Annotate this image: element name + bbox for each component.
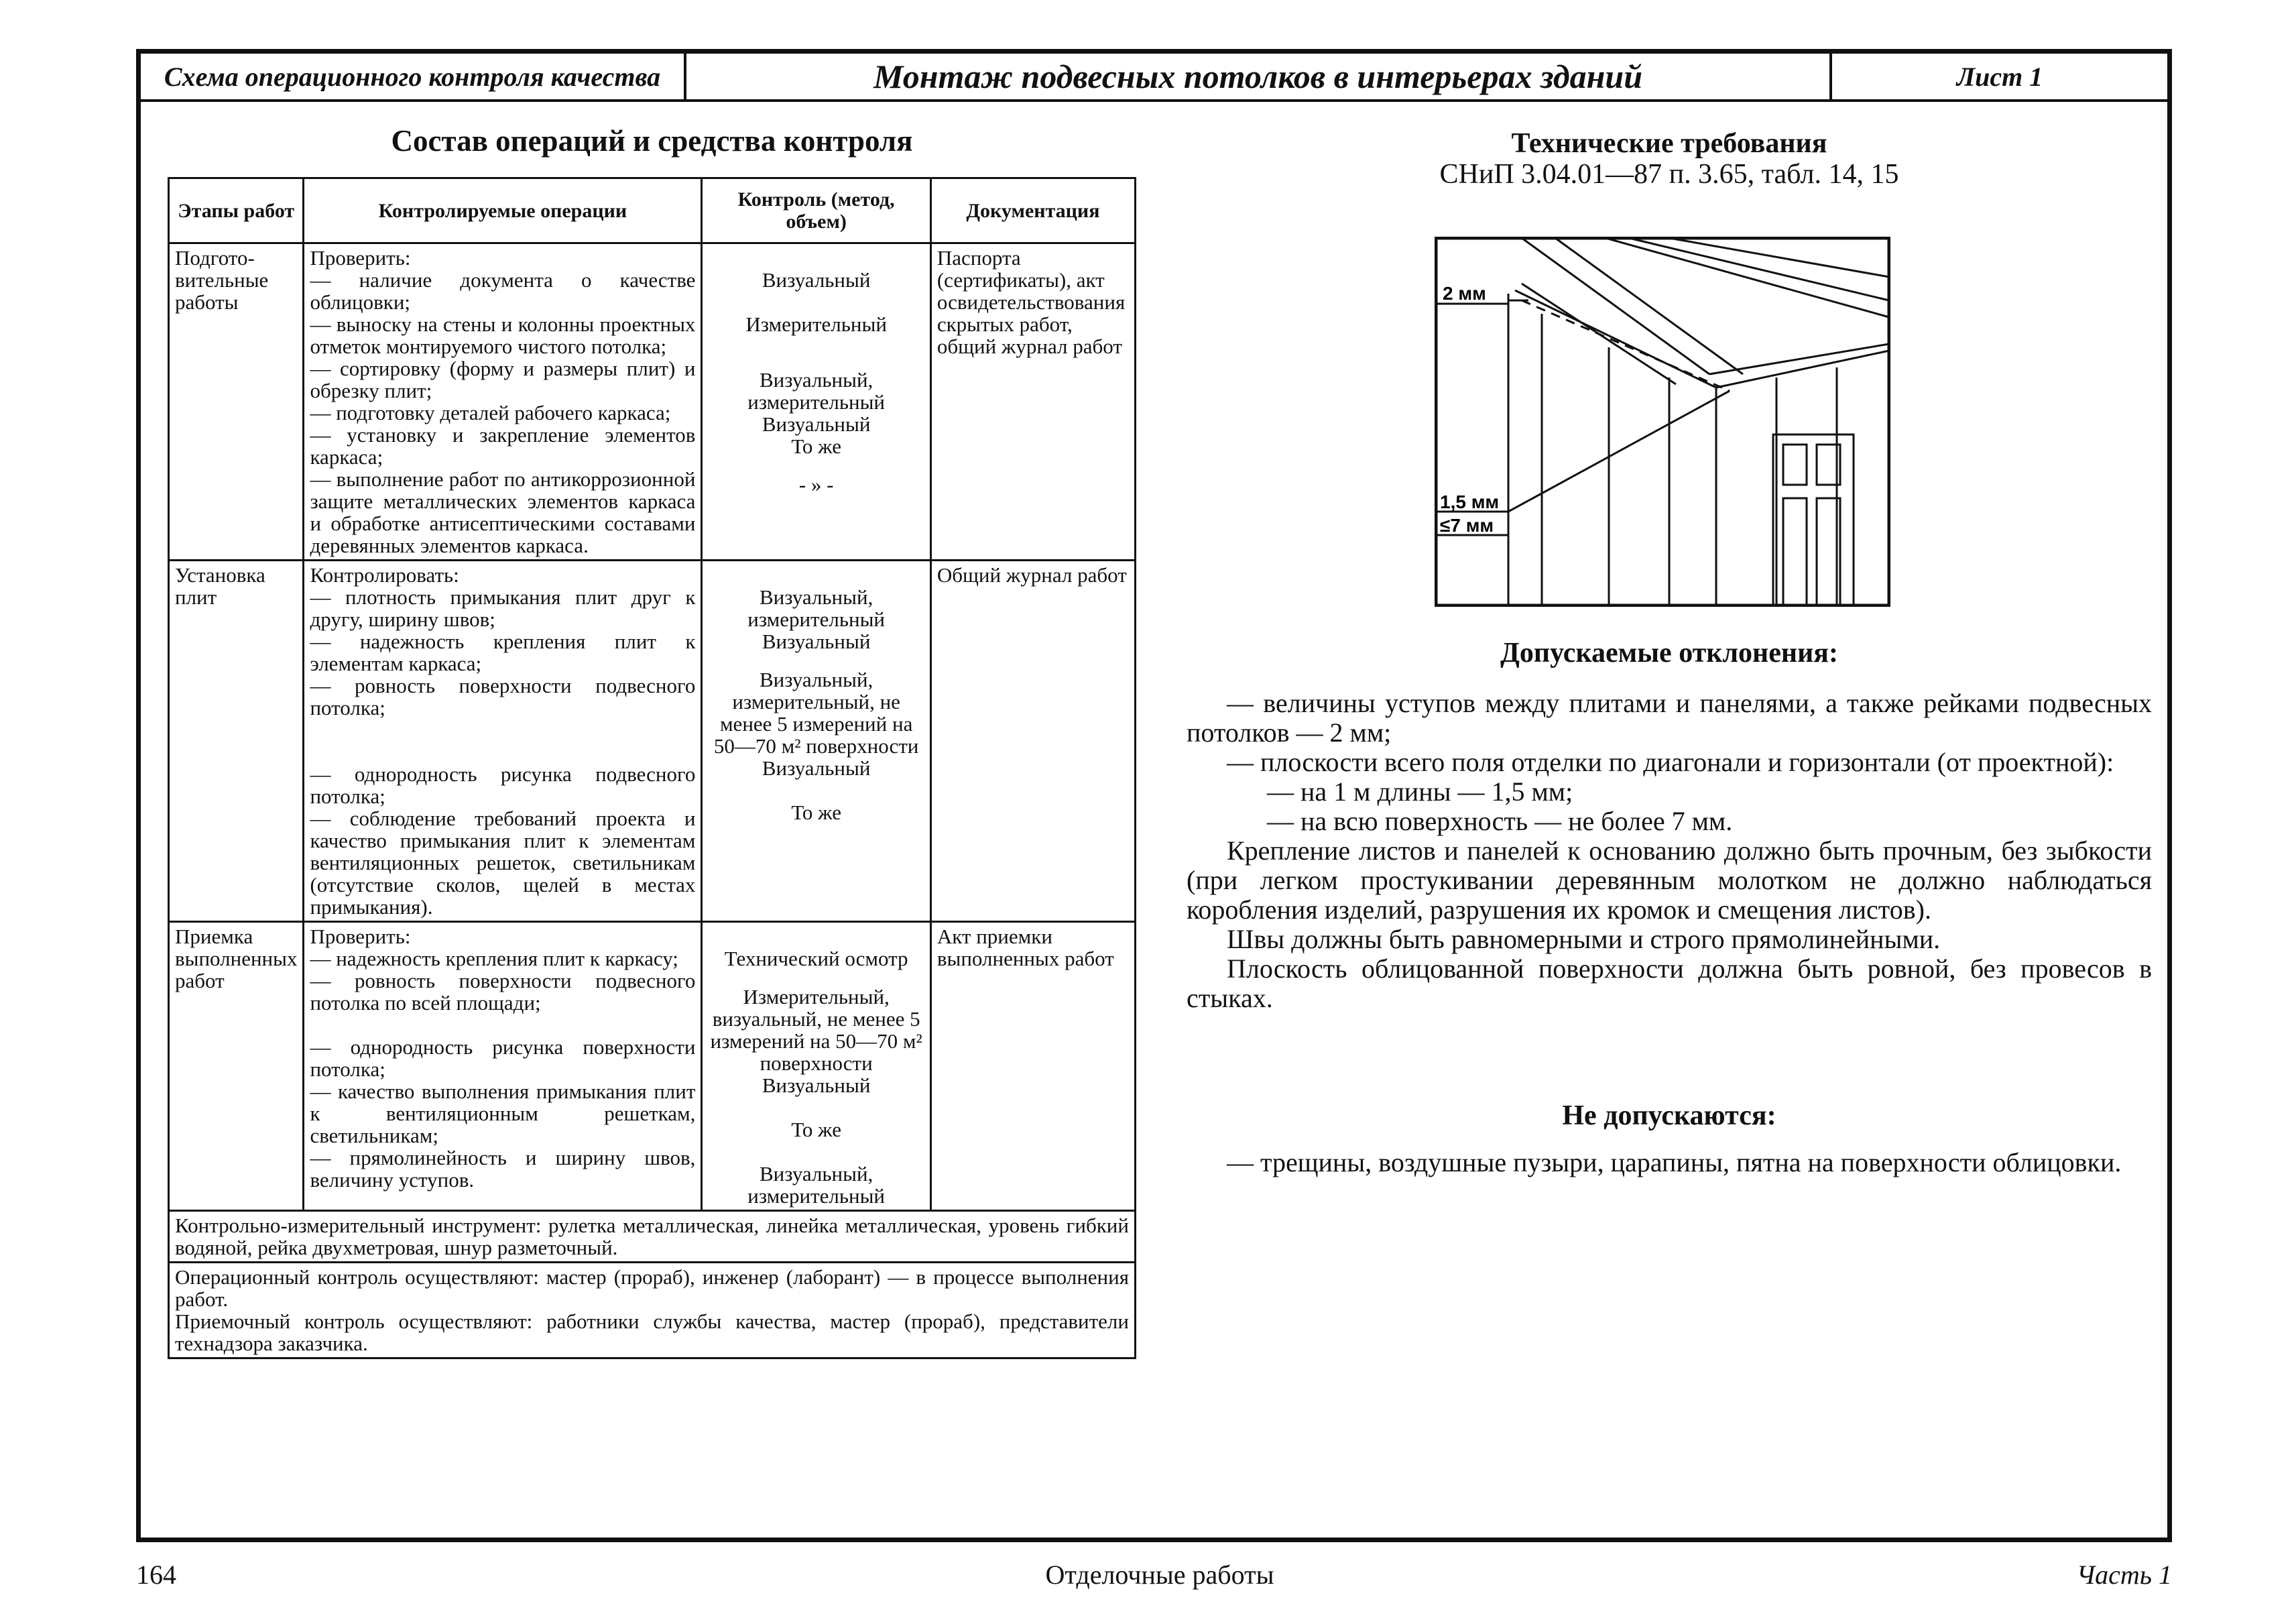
col-header-documentation: Документация — [930, 178, 1135, 243]
operation-line: Проверить: — [310, 925, 411, 948]
operation-line: — выполнение работ по антикоррозионной защите металлических элементов каркаса и обработке антисептическими составами деревянных элементов каркаса. — [310, 467, 696, 557]
operation-line: — установку и закрепление элементов каркаса; — [310, 423, 696, 469]
page-number: 164 — [136, 1560, 176, 1590]
diagram-border — [1436, 238, 1889, 605]
table-row — [169, 243, 1136, 561]
tech-requirements-reference: СНиП 3.04.01—87 п. 3.65, табл. 14, 15 — [1439, 159, 1899, 190]
control-line: Визуальный — [762, 412, 871, 436]
not-allowed-text — [1187, 1148, 2152, 1177]
acceptance-control-note: Приемочный контроль осуществляют: работники службы качества, мастер (прораб), представители технадзора заказчика. — [175, 1310, 1129, 1355]
operation-line: Контролировать: — [310, 563, 459, 587]
deviations-title: Допускаемые отклонения: — [1500, 638, 1838, 669]
control-line: Визуальный, измерительный, не менее 5 измерений на 50—70 м² поверхности — [713, 668, 919, 758]
operation-line: — плотность примыкания плит друг к другу, ширину швов; — [310, 585, 696, 631]
operation-line: — сортировку (форму и размеры плит) и обрезку плит; — [310, 357, 696, 402]
footer-section: Отделочные работы — [1045, 1560, 1274, 1590]
operations-cell — [304, 561, 702, 922]
requirement-paragraph: Швы должны быть равномерными и строго прямолинейными. — [1227, 924, 1941, 954]
control-cell — [702, 243, 930, 561]
col-header-control: Контроль (метод, объем) — [702, 178, 930, 243]
operation-line: — надежность крепления плит к элементам каркаса; — [310, 630, 696, 675]
control-line: То же — [791, 1118, 841, 1141]
stage-cell: Подгото-вительные работы — [169, 243, 304, 561]
control-responsibility-cell — [169, 1263, 1136, 1358]
operation-line: — прямолинейность и ширину швов, величину уступов. — [310, 1146, 696, 1192]
control-line: То же — [791, 434, 841, 458]
operational-control-note: Операционный контроль осуществляют: мастер (прораб), инженер (лаборант) — в процессе выполнения работ. — [175, 1265, 1129, 1311]
requirement-paragraph: Плоскость облицованной поверхности должна быть ровной, без провесов в стыках. — [1187, 953, 2152, 1013]
label-max-7mm: ≤7 мм — [1440, 515, 1494, 536]
operations-cell — [304, 243, 702, 561]
label-2mm: 2 мм — [1443, 283, 1486, 304]
operation-line: — однородность рисунка подвесного потолка; — [310, 762, 696, 808]
header-title: Монтаж подвесных потолков в интерьерах зданий — [686, 54, 1832, 99]
control-cell — [702, 922, 930, 1211]
page-frame — [136, 49, 2172, 1542]
operations-cell — [304, 922, 702, 1211]
header-scheme-label: Схема операционного контроля качества — [141, 54, 686, 99]
control-line: - » - — [798, 473, 834, 496]
table-row — [169, 561, 1136, 922]
control-cell — [702, 561, 930, 922]
control-line: Визуальный — [762, 268, 871, 292]
control-line: Измерительный — [745, 312, 887, 336]
not-allowed-item: — трещины, воздушные пузыри, царапины, пятна на поверхности облицовки. — [1227, 1147, 2122, 1177]
control-line — [708, 564, 924, 586]
control-line: Визуальный, измерительный — [747, 585, 886, 631]
deviation-item: — плоскости всего поля отделки по диагонали и горизонтали (от проектной): — [1227, 747, 2114, 777]
documentation-cell: Акт приемки выполненных работ — [930, 922, 1135, 1211]
operation-line: — качество выполнения примыкания плит к вентиляционным решеткам, светильникам; — [310, 1080, 696, 1147]
operation-line: — ровность поверхности подвесного потолка; — [310, 674, 696, 719]
stage-cell: Приемка выполненных работ — [169, 922, 304, 1211]
deviation-item: — величины уступов между плитами и панелями, а также рейками подвесных потолков — 2 мм; — [1187, 688, 2152, 748]
operation-line: — наличие документа о качестве облицовки; — [310, 268, 696, 314]
footer-part: Часть 1 — [2076, 1560, 2172, 1590]
operation-line: — однородность рисунка поверхности потолка; — [310, 1035, 696, 1081]
header-sheet-number: Лист 1 — [1956, 61, 2043, 92]
operation-line: Проверить: — [310, 246, 411, 270]
operations-table — [168, 177, 1136, 1359]
col-header-stage: Этапы работ — [169, 178, 304, 243]
tech-requirements-title: Технические требования — [1511, 128, 1827, 159]
table-header-row — [169, 178, 1136, 243]
control-line: Визуальный — [762, 756, 871, 780]
operations-section-title: Состав операций и средства контроля — [391, 124, 913, 158]
control-line: Технический осмотр — [724, 947, 908, 970]
control-line: То же — [791, 801, 841, 824]
label-1-5mm: 1,5 мм — [1440, 491, 1500, 512]
control-line: Визуальный, измерительный — [747, 368, 886, 414]
operation-line: — соблюдение требований проекта и качество примыкания плит к элементам вентиляционных решеток, светильникам (отсутствие сколов, щелей в местах примыкания). — [310, 807, 696, 919]
operation-line: — надежность крепления плит к каркасу; — [310, 947, 678, 970]
control-line — [708, 925, 924, 947]
sheet-header — [141, 54, 2167, 102]
documentation-cell: Паспорта (сертификаты), акт освидетельствования скрытых работ, общий журнал работ — [930, 243, 1135, 561]
control-line: Визуальный — [762, 630, 871, 653]
deviation-item: — на 1 м длины — 1,5 мм; — [1267, 776, 1573, 807]
col-header-operations: Контролируемые операции — [304, 178, 702, 243]
control-line — [708, 247, 924, 269]
requirement-paragraph: Крепление листов и панелей к основанию должно быть прочным, без зыбкости (при легком простукивании деревянным молотком не должно наблюдаться коробления изделий, разрушения их кромок и смещения листов). — [1187, 835, 2152, 925]
instrument-row — [169, 1211, 1136, 1263]
operation-line: — ровность поверхности подвесного потолка по всей площади; — [310, 969, 696, 1014]
instrument-note: Контрольно-измерительный инструмент: рулетка металлическая, линейка металлическая, уровень гибкий водяной, рейка двухметровая, шнур разметочный. — [169, 1211, 1136, 1263]
not-allowed-title: Не допускаются: — [1562, 1100, 1776, 1131]
control-line: Визуальный, измерительный — [747, 1162, 886, 1208]
control-responsibility-row — [169, 1263, 1136, 1358]
documentation-cell: Общий журнал работ — [930, 561, 1135, 922]
operation-line: — подготовку деталей рабочего каркаса; — [310, 401, 671, 424]
stage-cell: Установка плит — [169, 561, 304, 922]
ceiling-diagram — [1435, 237, 1890, 607]
deviations-text — [1187, 689, 2152, 1013]
deviation-item: — на всю поверхность — не более 7 мм. — [1267, 806, 1733, 836]
table-row — [169, 922, 1136, 1211]
control-line: Визуальный — [762, 1074, 871, 1097]
control-line: Измерительный, визуальный, не менее 5 измерений на 50—70 м² поверхности — [710, 985, 922, 1075]
operation-line: — выноску на стены и колонны проектных отметок монтируемого чистого потолка; — [310, 312, 696, 358]
